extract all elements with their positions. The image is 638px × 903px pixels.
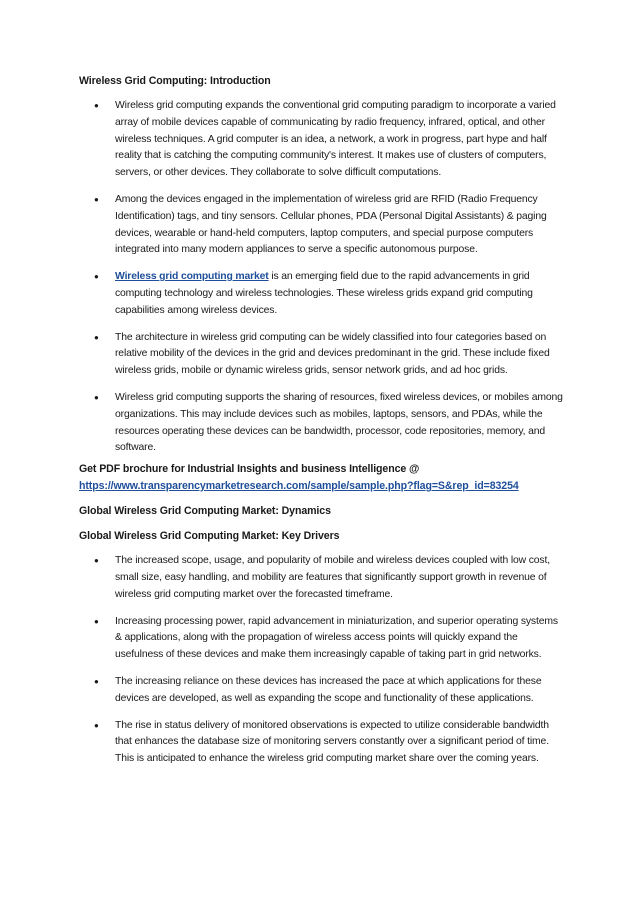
list-item — [79, 98, 563, 182]
drivers-heading: Global Wireless Grid Computing Market: Key Drivers — [79, 530, 340, 543]
list-item — [79, 674, 563, 708]
bullet-icon: ● — [94, 272, 99, 282]
list-item — [79, 269, 563, 319]
bullet-icon: ● — [94, 720, 99, 730]
list-item-text: Wireless grid computing expands the conventional grid computing paradigm to incorporate a varied array of mobile devices capable of communicating by radio frequency, infrared, optical, and other wireless techniques. A grid computer is an idea, a network, a work in progress, part hype and half reality that is catching the computing community's interest. It makes use of clusters of computers, servers, or other devices. They collaborate to solve difficult computations. — [115, 100, 556, 179]
list-item-text: is an emerging field due to the rapid advancements in grid computing technology and wireless technologies. These wireless grids expand grid computing capabilities among wireless devices. — [115, 271, 533, 316]
list-item — [79, 192, 563, 259]
bullet-icon: ● — [94, 556, 99, 566]
list-item — [79, 718, 563, 768]
list-item-text: Wireless grid computing supports the sharing of resources, fixed wireless devices, or mobiles among organizations. This may include devices such as mobiles, laptops, sensors, and PDAs, while the resources operating these devices can be bandwidth, processor, code repositories, memory, and software. — [115, 391, 563, 454]
list-item-text: Among the devices engaged in the implementation of wireless grid are RFID (Radio Frequency Identification) tags, and tiny sensors. Cellular phones, PDA (Personal Digital Assistants) & paging devices, wearable or hand-held computers, laptop computers, and special purpose computers integrated into many modern appliances to serve a specific autonomous purpose. — [115, 193, 547, 256]
bullet-icon: ● — [94, 332, 99, 342]
bullet-icon: ● — [94, 392, 99, 402]
brochure-label: Get PDF brochure for Industrial Insights and business Intelligence @ — [79, 463, 420, 476]
list-item-text: The increased scope, usage, and popularity of mobile and wireless devices coupled with low cost, small size, easy handling, and mobility are features that significantly support growth in revenue of wireless grid computing market over the forecasted timeframe. — [115, 555, 550, 600]
list-item — [79, 390, 563, 457]
market-link[interactable]: Wireless grid computing market — [115, 271, 269, 283]
drivers-bullet-list — [79, 553, 563, 768]
list-item — [79, 553, 563, 603]
intro-bullet-list — [79, 98, 563, 457]
list-item — [79, 330, 563, 380]
brochure-url-link[interactable]: https://www.transparencymarketresearch.com/sample/sample.php?flag=S&rep_id=83254 — [79, 480, 519, 493]
page-content — [79, 73, 563, 778]
bullet-icon: ● — [94, 616, 99, 626]
bullet-icon: ● — [94, 101, 99, 110]
list-item — [79, 614, 563, 664]
bullet-icon: ● — [94, 194, 99, 204]
bullet-icon: ● — [94, 676, 99, 686]
list-item-text: The architecture in wireless grid computing can be widely classified into four categories based on relative mobility of the devices in the grid and devices predominant in the grid. These include fixed wireless grids, mobile or dynamic wireless grids, sensor network grids, and ad hoc grids. — [115, 331, 550, 377]
list-item-text: The rise in status delivery of monitored observations is expected to utilize considerable bandwidth that enhances the database size of monitoring servers constantly over a significant period of time. This is anticipated to enhance the wireless grid computing market share over the coming years. — [115, 719, 549, 765]
list-item-text: Increasing processing power, rapid advancement in miniaturization, and superior operating systems & applications, along with the propagation of wireless access points will quickly expand the usefulness of these devices and make them increasingly capable of taking part in grid networks. — [115, 615, 558, 661]
list-item-text: The increasing reliance on these devices has increased the pace at which applications for these devices are developed, as well as expanding the scope and functionality of these applications. — [115, 675, 542, 704]
intro-heading: Wireless Grid Computing: Introduction — [79, 75, 271, 87]
dynamics-heading: Global Wireless Grid Computing Market: Dynamics — [79, 505, 331, 518]
